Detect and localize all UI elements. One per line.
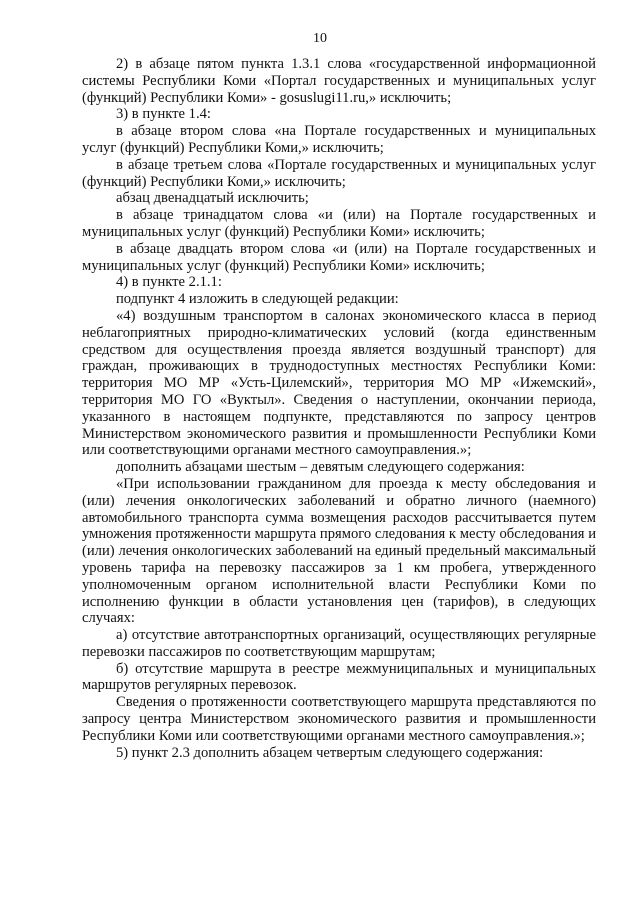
paragraph-quote-own-transport: «При использовании гражданином для проезда к месту обследования и (или) лечения онкологических заболеваний и обратно личного (наемного) автомобильного транспорта сумма возмещения расходов рассчитывается путем умножения протяженности маршрута прямого следования к месту обследования и (или) лечения онкологических заболеваний на единый предельный максимальный уровень тарифа на перевозку пассажиров за 1 км пробега, утвержденного уполномоченным органом исполнительной власти Республики Коми по исполнению функции в области установления цен (тарифов), в следующих случаях: <box>82 475 596 627</box>
paragraph-case-a: а) отсутствие автотранспортных организаций, осуществляющих регулярные перевозки пассажиров по соответствующим маршрутам; <box>82 627 596 660</box>
paragraph-item-3-heading: 3) в пункте 1.4: <box>116 106 211 123</box>
paragraph-item-3-abzac-13: в абзаце тринадцатом слова «и (или) на Портале государственных и муниципальных услуг (функций) Республики Коми» исключить; <box>82 207 596 240</box>
document-body <box>82 56 596 761</box>
paragraph-item-3-abzac-3: в абзаце третьем слова «Портале государственных и муниципальных услуг (функций) Республики Коми,» исключить; <box>82 156 596 190</box>
paragraph-item-3-abzac-12: абзац двенадцатый исключить; <box>116 190 309 207</box>
paragraph-item-5: 5) пункт 2.3 дополнить абзацем четвертым следующего содержания: <box>116 744 544 761</box>
paragraph-item-4-intro: подпункт 4 изложить в следующей редакции: <box>116 291 399 308</box>
paragraph-item-4-supplement: дополнить абзацами шестым – девятым следующего содержания: <box>116 459 525 476</box>
paragraph-case-b: б) отсутствие маршрута в реестре межмуниципальных и муниципальных маршрутов регулярных перевозок. <box>82 660 596 694</box>
paragraph-item-4-quote: «4) воздушным транспортом в салонах экономического класса в период неблагоприятных природно-климатических условий (когда единственным средством для осуществления проезда является воздушный транспорт) для граждан, проживающих в труднодоступных местностях Республики Коми: территория МО МР «Усть-Цилемский», территория МО МР «Ижемский», территория МО ГО «Вуктыл». Сведения о наступлении, окончании периода, указанного в настоящем подпункте, представляются по запросу центров Министерством экономического развития и промышленности Республики Коми или соответствующими органами местного самоуправления.»; <box>82 307 596 459</box>
paragraph-route-length-info: Сведения о протяженности соответствующего маршрута представляются по запросу центра Министерством экономического развития и промышленности Республики Коми или соответствующими органами местного самоуправления.»; <box>82 694 596 744</box>
page-number: 10 <box>313 31 327 46</box>
paragraph-item-4-heading: 4) в пункте 2.1.1: <box>116 274 222 291</box>
paragraph-item-3-abzac-22: в абзаце двадцать втором слова «и (или) на Портале государственных и муниципальных услуг (функций) Республики Коми» исключить; <box>82 240 596 274</box>
paragraph-item-2-abzac-5: 2) в абзаце пятом пункта 1.3.1 слова «государственной информационной системы Республики Коми «Портал государственных и муниципальных услуг (функций) Республики Коми» - gosuslugi11.ru,» исключить; <box>82 56 596 106</box>
paragraph-item-3-abzac-2: в абзаце втором слова «на Портале государственных и муниципальных услуг (функций) Республики Коми,» исключить; <box>82 123 596 156</box>
